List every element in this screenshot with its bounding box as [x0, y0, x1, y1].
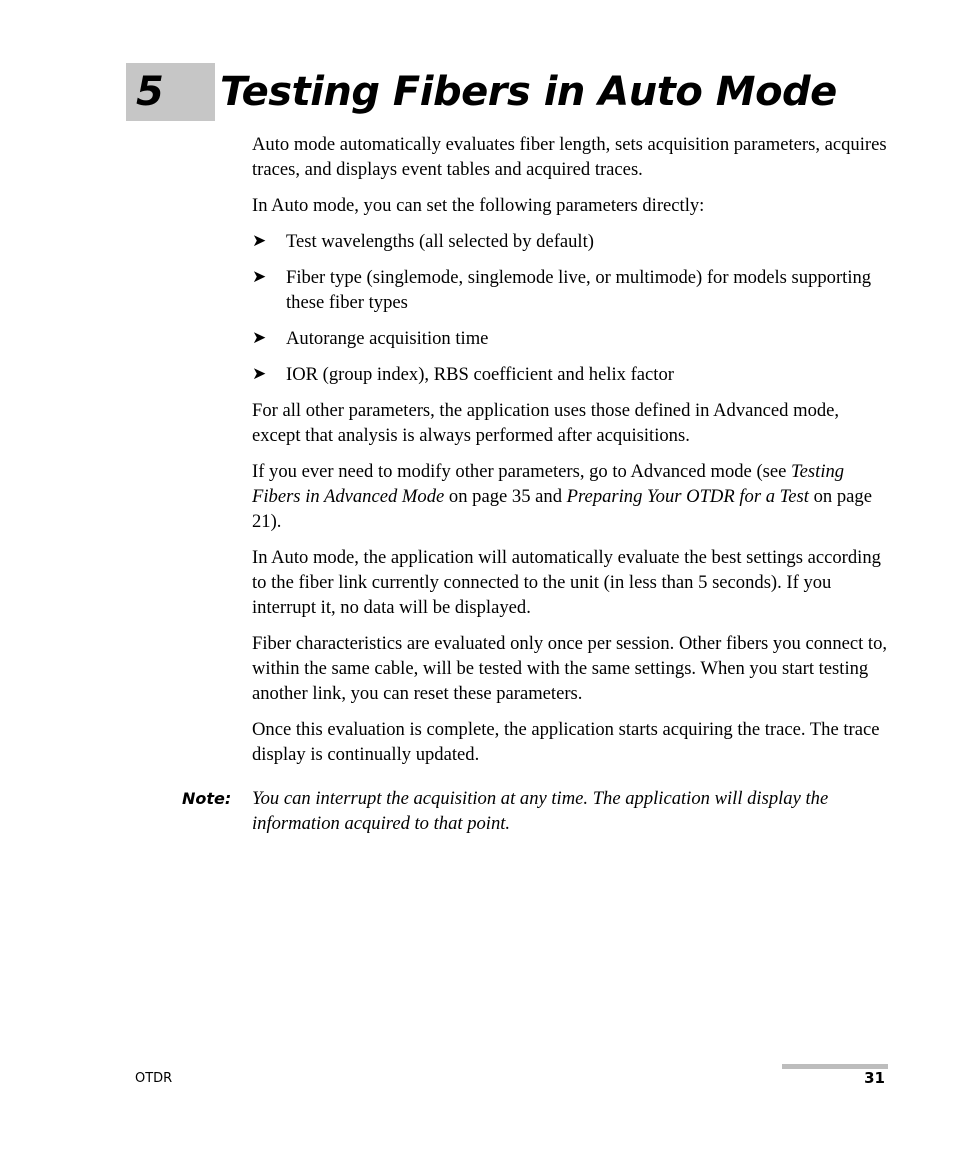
note-label: Note: [182, 789, 232, 808]
paragraph-intro: Auto mode automatically evaluates fiber length, sets acquisition parameters, acquires traces, and displays event tables and acquired traces. [252, 134, 887, 180]
list-item [252, 362, 892, 387]
chapter-number: 5 [136, 69, 164, 115]
text-run: on page 35 and [444, 486, 567, 507]
list-item-text: Test wavelengths (all selected by default) [286, 231, 594, 252]
note [182, 786, 892, 836]
page-number: 31 [864, 1069, 885, 1087]
text-run: If you ever need to modify other parameters, go to Advanced mode (see [252, 461, 792, 482]
paragraph-fiber-characteristics: Fiber characteristics are evaluated only once per session. Other fibers you connect to, within the same cable, will be tested with the same settings. When you start testing another link, you can reset these parameters. [252, 633, 888, 704]
chapter-body [252, 132, 892, 778]
list-item-text: Autorange acquisition time [286, 328, 489, 349]
arrow-bullet-icon: ➤ [252, 231, 267, 251]
cross-reference-advanced-mode[interactable]: Testing Fibers in Advanced Mode [252, 461, 845, 507]
parameter-list [252, 229, 892, 387]
cross-reference-preparing-otdr[interactable]: Preparing Your OTDR for a Test [566, 486, 809, 507]
paragraph-parameters-lead: In Auto mode, you can set the following parameters directly: [252, 195, 705, 216]
paragraph-other-parameters: For all other parameters, the application uses those defined in Advanced mode, except that analysis is always performed after acquisitions. [252, 400, 840, 446]
arrow-bullet-icon: ➤ [252, 267, 267, 287]
list-item-text: IOR (group index), RBS coefficient and helix factor [286, 364, 674, 385]
chapter-title: Testing Fibers in Auto Mode [220, 69, 837, 115]
list-item [252, 265, 892, 315]
arrow-bullet-icon: ➤ [252, 328, 267, 348]
list-item [252, 229, 892, 254]
arrow-bullet-icon: ➤ [252, 364, 267, 384]
paragraph-evaluation-complete: Once this evaluation is complete, the application starts acquiring the trace. The trace display is continually updated. [252, 719, 880, 765]
paragraph-auto-evaluation: In Auto mode, the application will automatically evaluate the best settings according to the fiber link currently connected to the unit (in less than 5 seconds). If you interrupt it, no data will be displayed. [252, 547, 881, 618]
list-item-text: Fiber type (singlemode, singlemode live, or multimode) for models supporting these fiber types [286, 267, 872, 313]
footer-product-name: OTDR [135, 1071, 173, 1086]
text-run: on page 21). [252, 486, 872, 532]
note-text: You can interrupt the acquisition at any time. The application will display the information acquired to that point. [252, 788, 829, 834]
paragraph-advanced-mode [252, 459, 892, 534]
list-item [252, 326, 892, 351]
